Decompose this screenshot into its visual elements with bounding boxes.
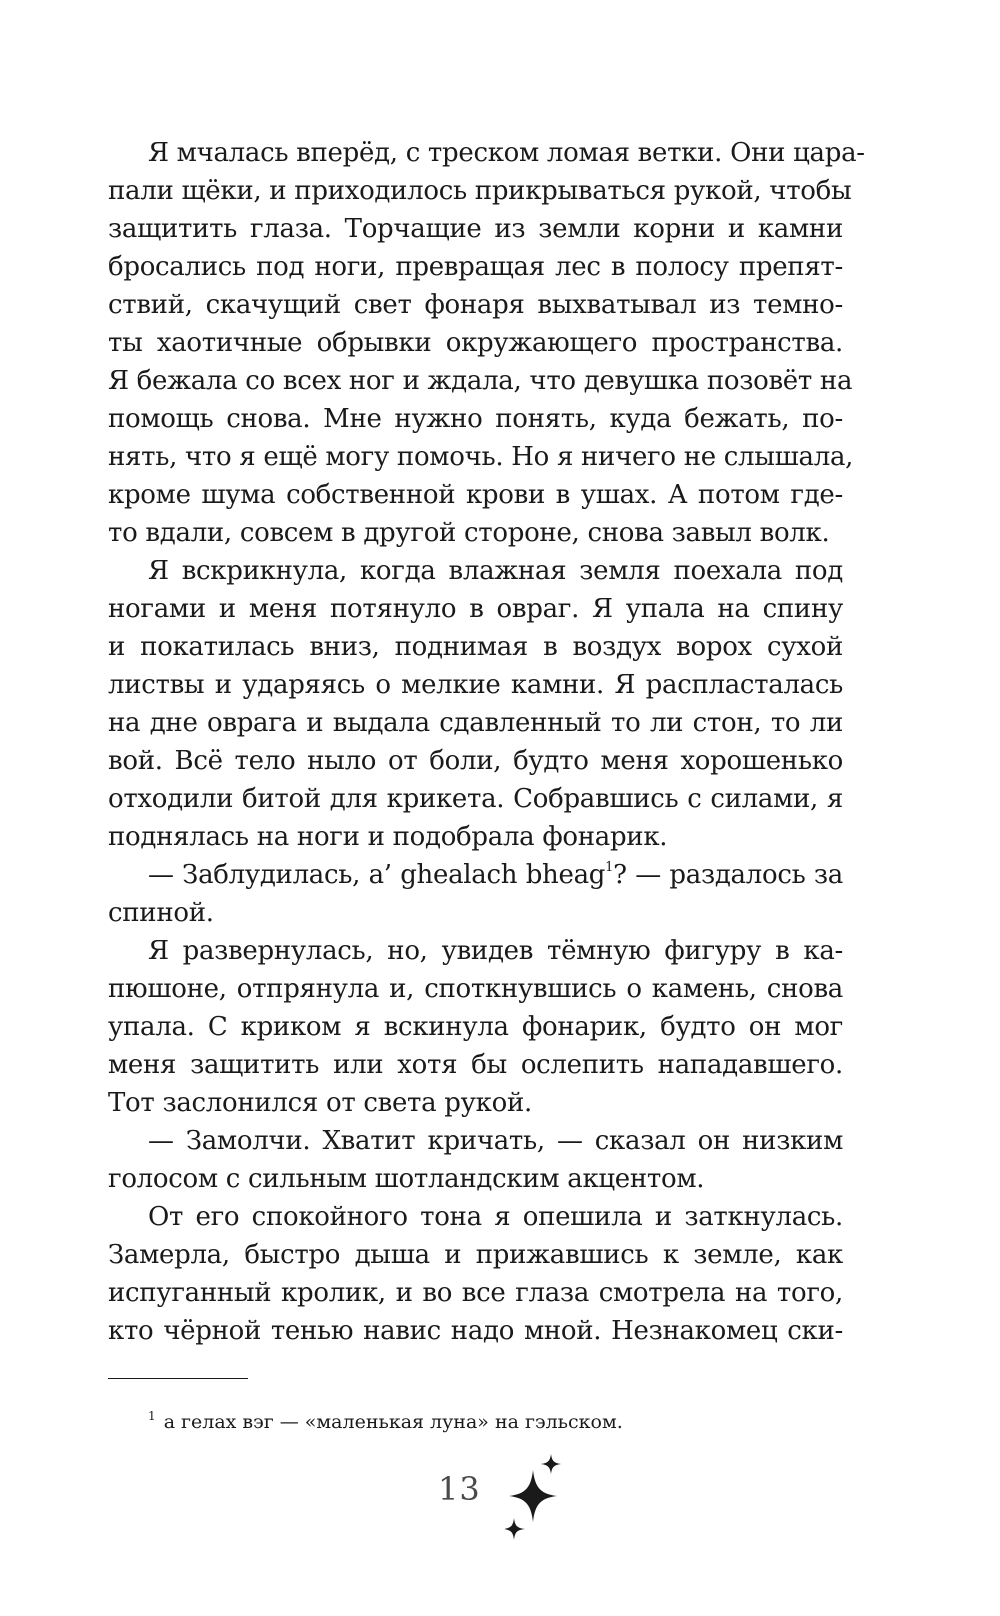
text-line: на дне оврага и выдала сдавленный то ли стон, то ли [108, 708, 843, 738]
text-line: ногами и меня потянуло в овраг. Я упала на спину [108, 594, 843, 624]
text-line: меня защитить или хотя бы ослепить нападавшего. [108, 1050, 843, 1080]
text-line: нять, что я ещё могу помочь. Но я ничего не слышала, [108, 442, 854, 472]
footnote [148, 1403, 623, 1435]
text-line: помощь снова. Мне нужно понять, куда бежать, по- [108, 404, 843, 434]
text-line: Я бежала со всех ног и ждала, что девушка позовёт на [108, 366, 853, 396]
text-line: кроме шума собственной крови в ушах. А потом где- [108, 480, 843, 510]
text-line: Я мчалась вперёд, с треском ломая ветки. Они цара- [148, 138, 865, 168]
text-line: испуганный кролик, и во все глаза смотрела на того, [108, 1278, 843, 1308]
body-text [108, 134, 865, 1350]
text-line: Я развернулась, но, увидев тёмную фигуру в ка- [148, 936, 843, 966]
large-star-icon [509, 1470, 557, 1522]
text-line: защитить глаза. Торчащие из земли корни и камни [108, 214, 843, 244]
text-line: Я вскрикнула, когда влажная земля поехала под [148, 556, 843, 586]
footnote-reference[interactable]: 1 [605, 860, 614, 875]
text-line: голосом с сильным шотландским акцентом. [108, 1164, 705, 1194]
footnote-text: а гелах вэг — «маленькая луна» на гэльском. [163, 1411, 623, 1433]
footnote-divider [108, 1378, 248, 1379]
text-line: и покатилась вниз, поднимая в воздух ворох сухой [108, 632, 843, 662]
star-ornament-icon [505, 1448, 595, 1548]
text-line-with-footnote [108, 856, 843, 894]
text-line: отходили битой для крикета. Собравшись с силами, я [108, 784, 843, 814]
text-line: поднялась на ноги и подобрала фонарик. [108, 822, 668, 852]
dialogue-text: ? — раздалось за [613, 860, 843, 890]
text-line: Тот заслонился от света рукой. [108, 1088, 532, 1118]
page-number: 13 [438, 1470, 481, 1508]
text-line: — Замолчи. Хватит кричать, — сказал он низким [148, 1126, 843, 1156]
text-line: кто чёрной тенью навис надо мной. Незнакомец ски- [108, 1316, 843, 1346]
text-line: упала. С криком я вскинула фонарик, будто он мог [108, 1012, 843, 1042]
text-line: листвы и ударяясь о мелкие камни. Я распласталась [108, 670, 843, 700]
text-line: Замерла, быстро дыша и прижавшись к земле, как [108, 1240, 843, 1270]
text-line: пали щёки, и приходилось прикрываться рукой, чтобы [108, 176, 852, 206]
text-line: пюшоне, отпрянула и, споткнувшись о камень, снова [108, 974, 843, 1004]
text-line: ты хаотичные обрывки окружающего пространства. [108, 328, 843, 358]
text-line: бросались под ноги, превращая лес в полосу препят- [108, 252, 843, 282]
text-line: то вдали, совсем в другой стороне, снова завыл волк. [108, 518, 830, 548]
text-line: ствий, скачущий свет фонаря выхватывал из темно- [108, 290, 843, 320]
footnote-mark: 1 [148, 1409, 156, 1423]
text-line: спиной. [108, 898, 214, 928]
small-star-icon [505, 1518, 525, 1540]
text-line: вой. Всё тело ныло от боли, будто меня хорошенько [108, 746, 843, 776]
small-star-icon [541, 1454, 561, 1474]
text-line: От его спокойного тона я опешила и заткнулась. [148, 1202, 843, 1232]
dialogue-text: — Заблудилась, a’ ghealach bheag [148, 860, 606, 890]
